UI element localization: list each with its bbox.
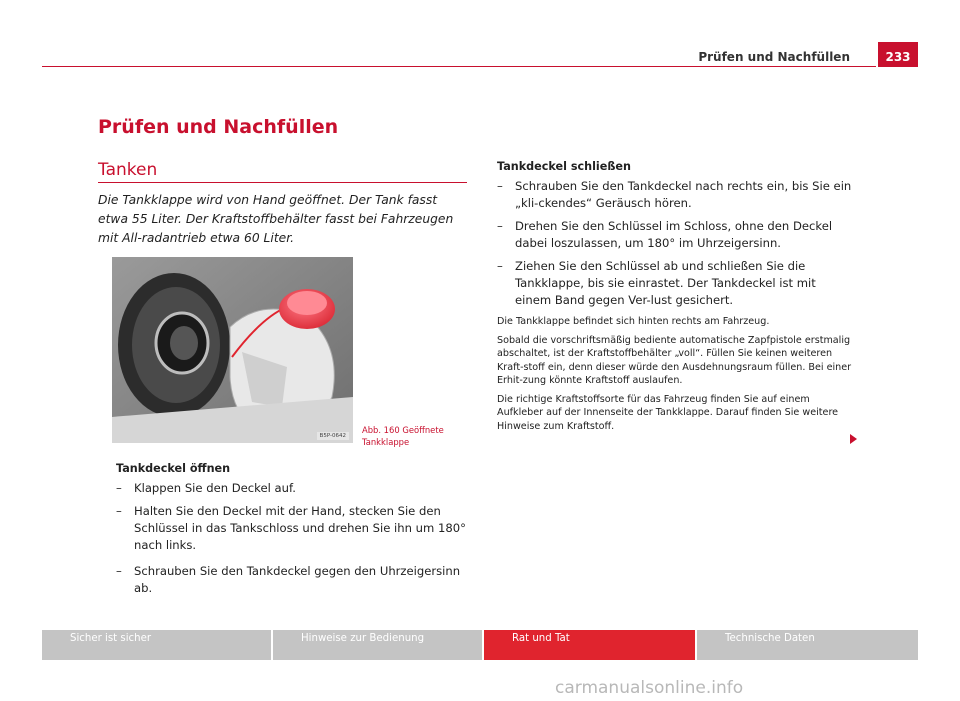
list-item: – Drehen Sie den Schlüssel im Schloss, ohne den Deckel dabei loszulassen, um 180° im Uhrzeigersinn.: [497, 219, 833, 250]
header-rule: [42, 66, 876, 67]
note-fuel-type: Die richtige Kraftstoffsorte für das Fahrzeug finden Sie auf einem Aufkleber auf der Innenseite der Tankklappe. Darauf finden Sie weitere Hinweise zum Kraftstoff.: [497, 393, 839, 432]
section-rule: [98, 182, 467, 183]
list-item: – Ziehen Sie den Schlüssel ab und schließen Sie die Tankklappe, bis sie einrastet. Der Tankdeckel ist mit einem Band gegen Ver-lust gesichert.: [497, 259, 816, 307]
chapter-title: Prüfen und Nachfüllen: [98, 116, 339, 138]
close-heading: Tankdeckel schließen: [497, 160, 631, 173]
section-title: Tanken: [98, 160, 158, 180]
open-steps: [116, 480, 470, 597]
note-location: Die Tankklappe befindet sich hinten rechts am Fahrzeug.: [497, 316, 770, 327]
list-item: – Halten Sie den Deckel mit der Hand, stecken Sie den Schlüssel in das Tankschloss und drehen Sie ihn um 180° nach links.: [116, 504, 466, 552]
close-steps: [497, 178, 853, 309]
tab-rat-und-tat[interactable]: Rat und Tat: [484, 630, 695, 660]
watermark: carmanualsonline.info: [555, 678, 744, 698]
fuel-flap-illustration: [112, 257, 353, 443]
list-item: – Schrauben Sie den Tankdeckel gegen den Uhrzeigersinn ab.: [116, 564, 461, 595]
intro-text: Die Tankklappe wird von Hand geöffnet. Der Tank fasst etwa 55 Liter. Der Kraftstoffbehälter fasst bei Fahrzeugen mit All-radantrieb etwa 60 Liter.: [98, 193, 454, 245]
continue-arrow-icon: [850, 434, 857, 444]
running-header-title: Prüfen und Nachfüllen: [698, 50, 850, 64]
footer-nav: [42, 630, 918, 660]
page-number: 233: [878, 42, 918, 67]
caption-line-2: Tankklappe: [362, 437, 410, 447]
open-heading: Tankdeckel öffnen: [116, 462, 231, 475]
fuel-flap-figure: [112, 257, 353, 443]
tab-technische-daten[interactable]: Technische Daten: [697, 630, 918, 660]
figure-caption: [362, 424, 444, 448]
close-instructions: [497, 160, 853, 438]
list-item: – Schrauben Sie den Tankdeckel nach rechts ein, bis Sie ein „kli-ckendes“ Geräusch hören.: [497, 179, 852, 210]
tab-hinweise-zur-bedienung[interactable]: Hinweise zur Bedienung: [273, 630, 482, 660]
open-instructions: [116, 462, 470, 603]
figure-code: B5P-0642: [317, 432, 349, 440]
tab-sicher-ist-sicher[interactable]: Sicher ist sicher: [42, 630, 271, 660]
caption-line-1: Abb. 160 Geöffnete: [362, 425, 444, 435]
list-item: – Klappen Sie den Deckel auf.: [116, 481, 296, 495]
note-full-tank: Sobald die vorschriftsmäßig bediente automatische Zapfpistole erstmalig abschaltet, ist der Kraftstoffbehälter „voll“. Füllen Sie keinen weiteren Kraft-stoff ein, denn dieser würde den Ausdehnungsraum füllen. Bei einer Erhit-zung könnte Kraftstoff auslaufen.: [497, 334, 852, 386]
